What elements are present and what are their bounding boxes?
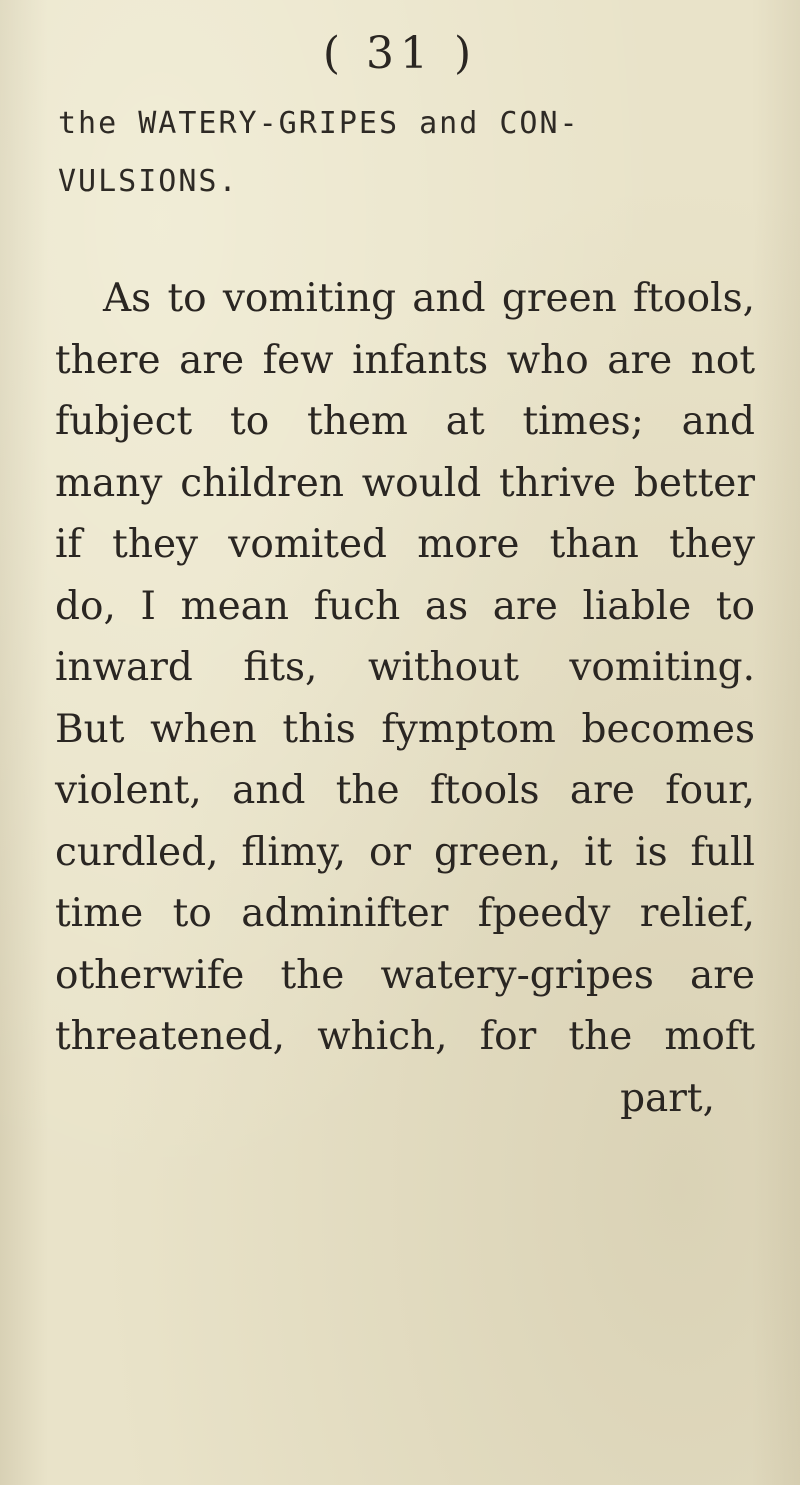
text-line: many children would thrive better — [55, 460, 755, 506]
heading-line-1: the WATERY-GRIPES and CON- — [58, 106, 580, 141]
text-line: time to adminifter fpeedy relief, — [55, 891, 755, 936]
page-number: ( 31 ) — [322, 28, 478, 79]
text-line: there are few infants who are not — [55, 337, 755, 383]
text-line: curdled, flimy, or green, it is full — [55, 829, 755, 875]
text-line: do, I mean fuch as are liable to — [55, 583, 755, 629]
catchword: part, — [620, 1075, 715, 1121]
text-line: violent, and the ftools are four, — [55, 768, 755, 813]
body-paragraph — [55, 268, 755, 1129]
heading-line-2: VULSIONS. — [58, 164, 239, 199]
text-line: As to vomiting and green ftools, — [103, 276, 755, 321]
section-heading — [58, 95, 778, 211]
text-line: But when this fymptom becomes — [55, 706, 755, 752]
text-line: threatened, which, for the moft — [55, 1014, 755, 1059]
text-line: inward fits, without vomiting. — [55, 645, 755, 690]
text-line: fubject to them at times; and — [55, 399, 755, 444]
text-line: otherwife the watery-gripes are — [55, 952, 755, 998]
text-line: if they vomited more than they — [55, 522, 755, 567]
